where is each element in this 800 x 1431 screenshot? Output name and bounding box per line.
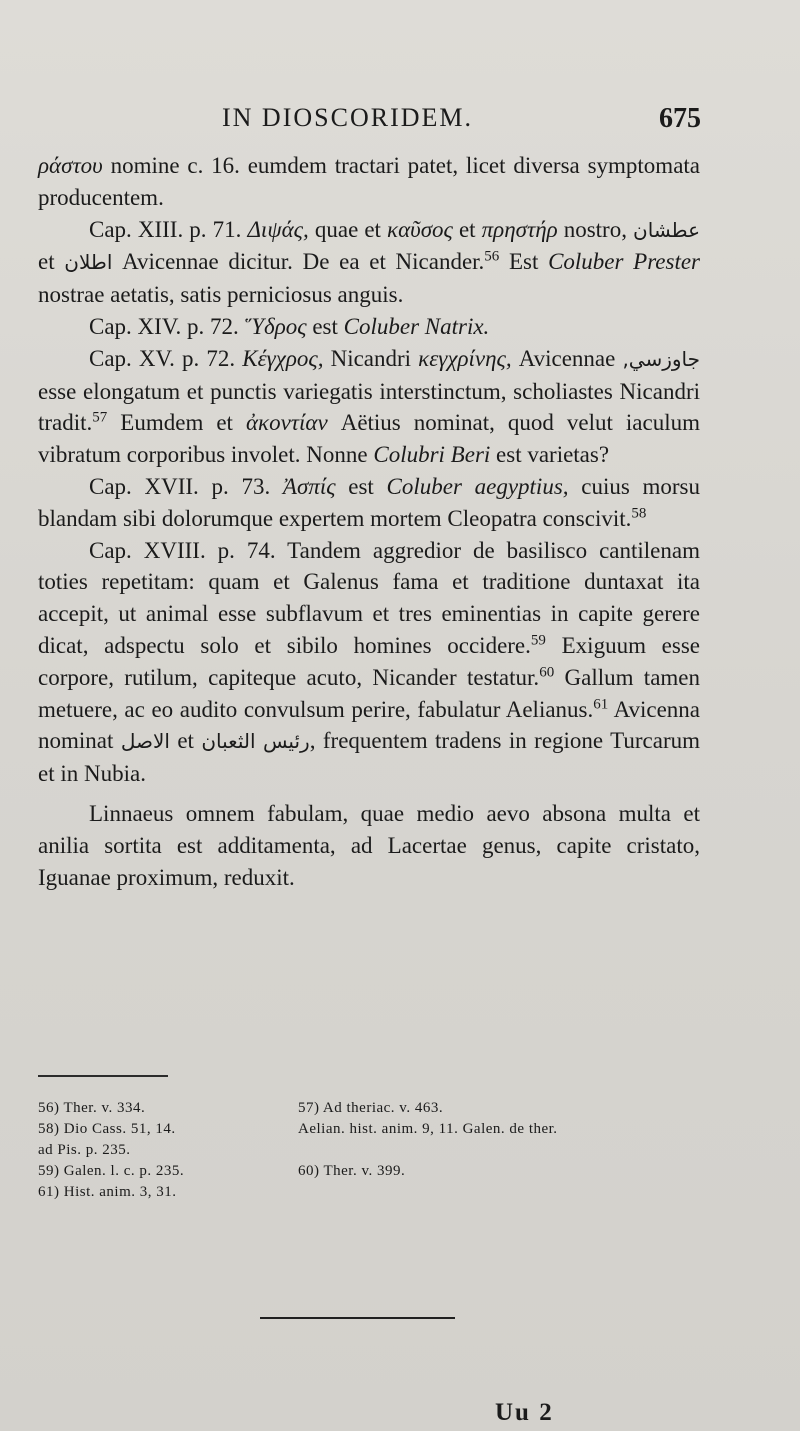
paragraph-cap-xviii	[38, 535, 700, 790]
text-segment: et	[169, 728, 202, 754]
footnote-row	[38, 1119, 703, 1140]
species-name: Coluber Prester	[548, 249, 701, 275]
footnote-reference: 56	[484, 248, 500, 265]
text-segment	[256, 728, 263, 753]
paragraph-linnaeus	[38, 798, 700, 893]
page-header	[38, 103, 701, 143]
chapter-reference: Cap. XVII. p. 73.	[89, 473, 283, 499]
footnote-reference: 61	[593, 695, 609, 712]
footnote-61: 61) Hist. anim. 3, 31.	[38, 1184, 177, 1200]
footnote-reference: 58	[631, 505, 647, 522]
text-segment: Nicandri	[323, 345, 419, 371]
text-segment: Avicennae dicitur. De ea et Nicander.	[112, 249, 485, 275]
arabic-term: رئيس	[262, 729, 310, 754]
footnote-56: 56) Ther. v. 334.	[38, 1100, 146, 1116]
footnote-reference: 57	[92, 409, 108, 426]
arabic-term: عطشان	[633, 217, 701, 242]
text-segment: est	[335, 473, 387, 499]
footnote-58: 58) Dio Cass. 51, 14.	[38, 1121, 176, 1137]
text-segment: nomine c. 16. eumdem tractari patet, licet diversa symptomata producentem.	[38, 153, 700, 210]
paragraph-cap-xiii	[38, 214, 700, 311]
footnote-57: 57) Ad theriac. v. 463.	[298, 1100, 444, 1116]
text-segment: Avicennae	[511, 345, 623, 371]
chapter-reference: Cap. XIV. p. 72.	[89, 313, 245, 339]
greek-term: καῦσος	[387, 216, 453, 242]
footnote-59: 59) Galen. l. c. p. 235.	[38, 1163, 185, 1179]
text-segment: Gallum tamen metuere, ac eo audito convulsum perire, fabulatur Aelianus.	[38, 664, 701, 722]
greek-term: ἀκοντίαν	[245, 410, 328, 436]
paragraph-1	[38, 150, 700, 214]
footnote-divider	[38, 1075, 168, 1077]
footnote-58-line-3: ad Pis. p. 235.	[38, 1142, 131, 1158]
greek-term: Ἀσπίς	[282, 473, 336, 499]
footnote-reference: 59	[530, 632, 546, 649]
footnote-reference: 60	[539, 664, 555, 681]
greek-term: κεγχρίνης,	[418, 345, 512, 371]
greek-term: Ὕδρος	[244, 313, 307, 339]
text-segment: esse elongatum et punctis variegatis interstinctum, scholiastes Nicandri tradit.	[38, 378, 700, 436]
text-segment: nostrae aetatis, satis perniciosus anguis.	[38, 282, 404, 308]
arabic-term: الاصل	[120, 729, 170, 754]
footnote-row	[38, 1161, 703, 1182]
page-number: 675	[659, 103, 701, 134]
footnote-58-continuation: Aelian. hist. anim. 9, 11. Galen. de ther.	[298, 1121, 558, 1137]
text-segment: cuius morsu blandam sibi dolorumque expertem mortem Cleopatra conscivit.	[38, 473, 700, 531]
footnote-row	[38, 1098, 703, 1119]
chapter-reference: Cap. XIII. p. 71.	[89, 216, 248, 242]
species-name: Coluber Natrix.	[343, 313, 490, 339]
arabic-term: اطلان	[64, 250, 113, 275]
text-segment: quae et	[308, 216, 388, 242]
species-name: Colubri Beri	[373, 442, 491, 468]
greek-term: πρηστήρ	[481, 216, 558, 242]
chapter-reference: Cap. XV. p. 72.	[89, 345, 243, 371]
signature-mark: Uu 2	[495, 1399, 554, 1426]
text-segment: Est	[499, 249, 549, 275]
text-segment: est	[306, 313, 344, 339]
arabic-term: جاوزسي,	[622, 346, 700, 371]
species-name: Coluber aegyptius,	[386, 473, 569, 499]
text-segment: , frequentem tradens in regione Turcarum et in Nubia.	[38, 728, 701, 787]
text-segment: et	[452, 216, 482, 242]
text-segment: Avicenna nominat	[38, 696, 701, 754]
greek-term: Διψάς,	[247, 216, 309, 242]
arabic-term: الثعبان	[201, 729, 256, 754]
text-segment: Linnaeus omnem fabulam, quae medio aevo absona multa et anilia sortita est additamenta, ad Lacertae genus, capite cristato, Iguanae proximum, reduxit.	[38, 800, 700, 890]
greek-term: ράστου	[38, 153, 103, 178]
text-segment: Cap. XVIII. p. 74. Tandem aggredior de basilisco cantilenam toties repetitam: quam et Galenus fama et traditione duntaxat ita accepit, ut animal esse subflavum et tres eminentias in capite gerere dicat, adspectu solo et sibilo homines occidere.	[38, 537, 700, 658]
footnotes	[38, 1098, 703, 1203]
text-segment: Eumdem et	[107, 410, 246, 436]
paragraph-cap-xvii	[38, 471, 700, 535]
footnote-60: 60) Ther. v. 399.	[298, 1163, 406, 1179]
text-segment: est varietas?	[490, 442, 610, 468]
text-segment: nostro,	[557, 216, 634, 242]
main-text	[38, 150, 700, 893]
bottom-rule	[260, 1317, 455, 1319]
text-segment: Exiguum esse corpore, rutilum, capiteque acuto, Nicander testatur.	[38, 632, 701, 690]
paragraph-cap-xiv	[38, 311, 700, 343]
greek-term: Κέγχρος,	[242, 345, 324, 371]
running-title: IN DIOSCORIDEM.	[222, 103, 473, 132]
text-segment: et	[38, 249, 65, 275]
paragraph-cap-xv	[38, 343, 700, 471]
text-segment: Aëtius nominat, quod velut iaculum vibratum corporibus involet. Nonne	[38, 410, 700, 468]
